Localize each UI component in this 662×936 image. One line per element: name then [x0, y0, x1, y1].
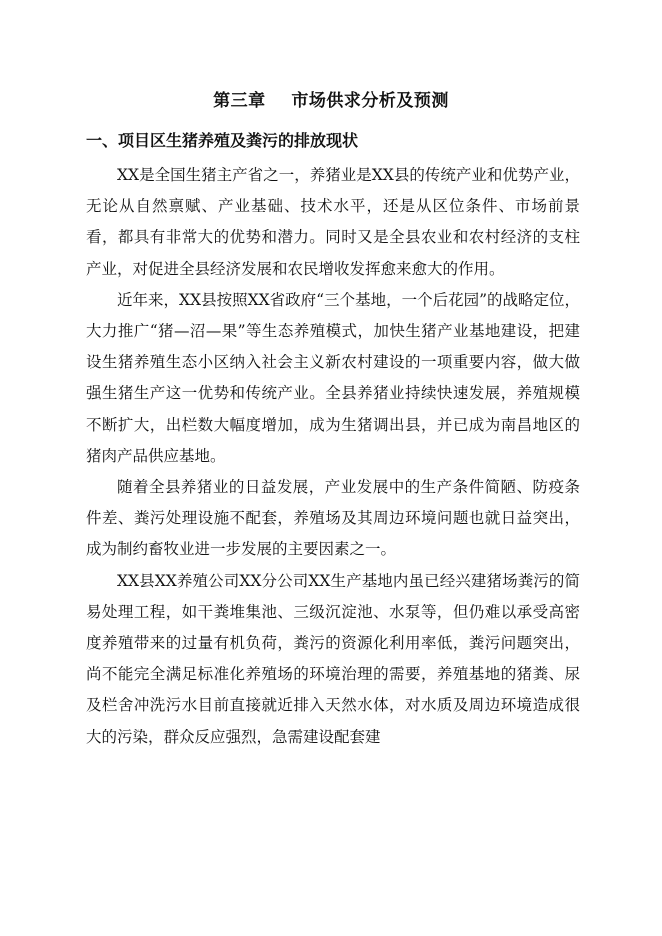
section-heading: 一、项目区生猪养殖及粪污的排放现状	[86, 131, 359, 150]
body-text	[86, 160, 580, 753]
paragraph-1: XX是全国生猪主产省之一，养猪业是XX县的传统产业和优势产业，无论从自然禀赋、产业基础、技术水平，还是从区位条件、市场前景看，都具有非常大的优势和潜力。同时又是全县农业和农村经济的支柱产业，对促进全县经济发展和农民增收发挥愈来愈大的作用。	[86, 166, 580, 278]
paragraph-3: 随着全县养猪业的日益发展，产业发展中的生产条件简陋、防疫条件差、粪污处理设施不配套，养殖场及其周边环境问题也就日益突出，成为制约畜牧业进一步发展的主要因素之一。	[86, 478, 580, 559]
paragraph-4: XX县XX养殖公司XX分公司XX生产基地内虽已经兴建猪场粪污的简易处理工程，如干粪堆集池、三级沉淀池、水泵等，但仍难以承受高密度养殖带来的过量有机负荷，粪污的资源化利用率低，粪污问题突出，尚不能完全满足标准化养殖场的环境治理的需要，养殖基地的猪粪、尿及栏舍冲洗污水目前直接就近排入天然水体，对水质及周边环境造成很大的污染，群众反应强烈，急需建设配套建	[86, 571, 580, 746]
chapter-title: 第三章 市场供求分析及预测	[213, 91, 449, 111]
paragraph-2: 近年来，XX县按照XX省政府“三个基地，一个后花园”的战略定位，大力推广“猪—沼—果”等生态养殖模式，加快生猪产业基地建设，把建设生猪养殖生态小区纳入社会主义新农村建设的一项重要内容，做大做强生猪生产这一优势和传统产业。全县养猪业持续快速发展，养殖规模不断扩大，出栏数大幅度增加，成为生猪调出县，并已成为南昌地区的猪肉产品供应基地。	[86, 290, 580, 465]
